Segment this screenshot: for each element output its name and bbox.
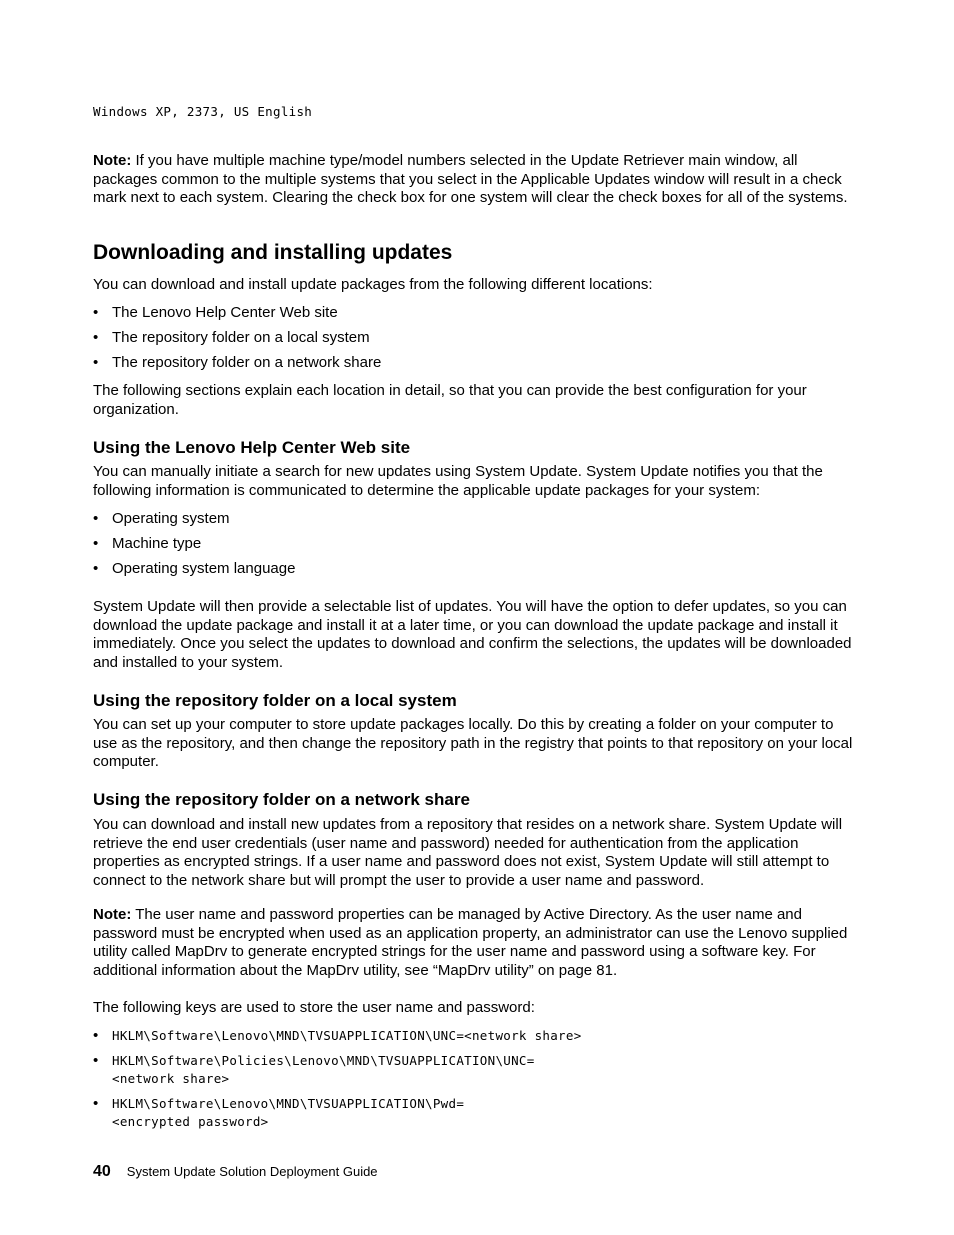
- subsection-title-local: Using the repository folder on a local system: [93, 691, 457, 710]
- web-intro: You can manually initiate a search for new updates using System Update. System Update notifies you that the following information is communicated to determine the applicable update packages for your system:: [93, 463, 823, 499]
- page-footer: [93, 1163, 378, 1181]
- note-text: If you have multiple machine type/model numbers selected in the Update Retriever main window, all packages common to the multiple systems that you select in the Applicable Updates window will result in a check mark next to each system. Clearing the check box for one system will clear the check boxes for all of the systems.: [93, 152, 848, 206]
- bullet-icon: •: [93, 510, 99, 527]
- network-text: You can download and install new updates from a repository that resides on a network share. System Update will retrieve the end user credentials (user name and password) needed for authentication from the application properties as encrypted strings. If a user name and password does not exist, System Update will still attempt to connect to the network share but will prompt the user to provide a user name and password.: [93, 816, 843, 889]
- note-text: The user name and password properties can be managed by Active Directory. As the user name and password must be encrypted when used as an application property, an administrator can use the Lenovo supplied utility called MapDrv to generate encrypted strings for the user name and password using a software key. For additional information about the MapDrv utility, see “MapDrv utility” on page 81.: [93, 906, 848, 979]
- note-multiple-machine-types: [93, 152, 853, 208]
- list-item: [93, 1095, 853, 1132]
- page-number: 40: [93, 1163, 111, 1180]
- bullet-icon: •: [93, 304, 99, 321]
- local-text: You can set up your computer to store update packages locally. Do this by creating a folder on your computer to use as the repository, and then change the repository path in the registry that points to that repository on your local computer.: [93, 716, 853, 770]
- list-item: • The Lenovo Help Center Web site: [93, 304, 338, 321]
- registry-key-value: <network share>: [112, 1071, 230, 1086]
- subsection-title-web: Using the Lenovo Help Center Web site: [93, 438, 411, 457]
- note-label: Note:: [93, 906, 132, 923]
- running-header: Windows XP, 2373, US English: [93, 104, 313, 119]
- list-item: [93, 1027, 853, 1046]
- info-list: [93, 510, 853, 579]
- registry-key-value: <encrypted password>: [112, 1114, 269, 1129]
- bullet-icon: •: [93, 354, 99, 371]
- subsection-title-network: Using the repository folder on a network share: [93, 790, 470, 809]
- bullet-icon: •: [93, 1051, 99, 1069]
- bullet-icon: •: [93, 560, 99, 577]
- note-label: Note:: [93, 152, 132, 169]
- list-item: • The repository folder on a network share: [93, 354, 382, 371]
- list-item: • The repository folder on a local system: [93, 329, 370, 346]
- section-after-text: The following sections explain each location in detail, so that you can provide the best configuration for your organization.: [93, 382, 807, 418]
- list-item: • Machine type: [93, 535, 202, 552]
- bullet-icon: •: [93, 1094, 99, 1112]
- list-item: • Operating system: [93, 510, 230, 527]
- section-intro: You can download and install update packages from the following different locations:: [93, 276, 653, 293]
- keys-intro: The following keys are used to store the user name and password:: [93, 999, 535, 1016]
- bullet-icon: •: [93, 535, 99, 552]
- list-item: [93, 1052, 853, 1089]
- locations-list: [93, 304, 853, 373]
- list-item: • Operating system language: [93, 560, 296, 577]
- registry-key: HKLM\Software\Policies\Lenovo\MND\TVSUAPPLICATION\UNC=: [112, 1052, 535, 1068]
- bullet-icon: •: [93, 1027, 99, 1044]
- note-active-directory: [93, 906, 853, 980]
- registry-keys-list: [93, 1027, 853, 1132]
- registry-key: HKLM\Software\Lenovo\MND\TVSUAPPLICATION\Pwd=: [112, 1095, 465, 1111]
- registry-key: HKLM\Software\Lenovo\MND\TVSUAPPLICATION\UNC=<network share>: [112, 1028, 582, 1043]
- bullet-icon: •: [93, 329, 99, 346]
- web-after-text: System Update will then provide a selectable list of updates. You will have the option to defer updates, so you can download the update package and install it at a later time, or you can download the update package and install it immediately. Once you select the updates to download and confirm the selections, the updates will be downloaded and installed to your system.: [93, 598, 852, 671]
- section-title-downloading: Downloading and installing updates: [93, 241, 453, 264]
- footer-doc-title: System Update Solution Deployment Guide: [126, 1164, 378, 1179]
